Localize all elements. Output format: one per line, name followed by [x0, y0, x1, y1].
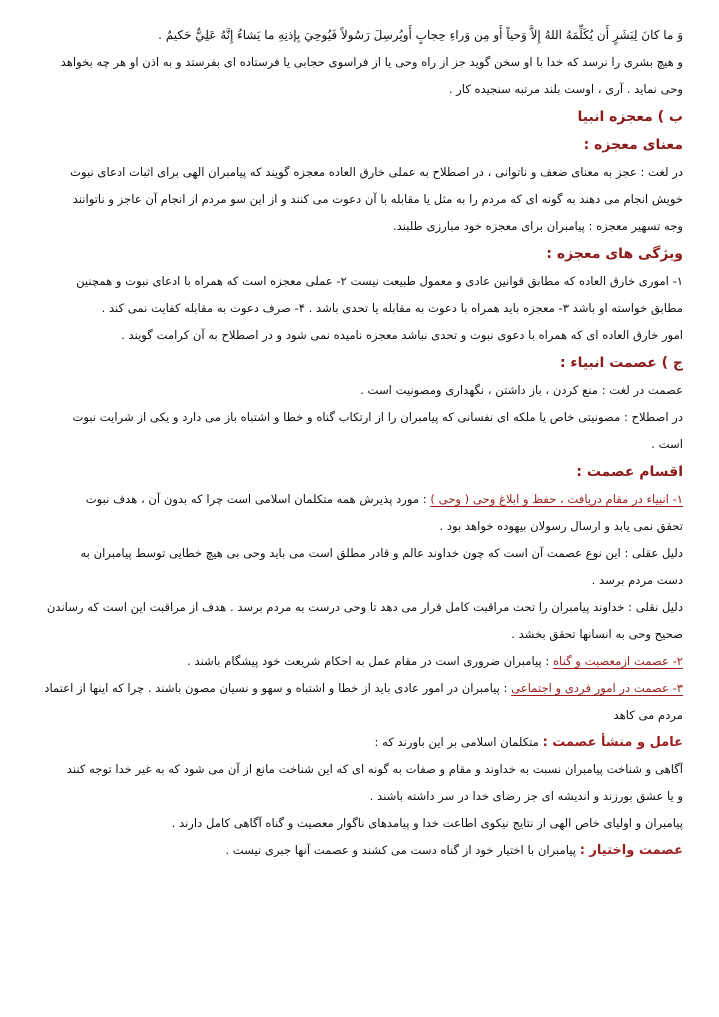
miracle-meaning-line-1: در لغت : عجز به معنای ضعف و ناتوانی ، در اصطلاح به عملی خارق العاده معجزه گویند که پیامبران الهی برای اثبات ادعای نبوت — [70, 165, 683, 179]
miracle-meaning-line-2: خویش انجام می دهند به گونه ای که مردم را به مثل یا مقابله با آن دعوت می کنند و از این سو مردم از انجام آن عاجز و ناتوانند — [72, 192, 683, 206]
ismat-line-3: است . — [651, 437, 683, 451]
ismat-choice-heading: عصمت واختیار : — [579, 843, 683, 858]
ismat-choice-line — [28, 837, 683, 864]
ismat-line-1: عصمت در لغت : منع کردن ، باز داشتن ، نگهداری ومصونیت است . — [360, 383, 683, 397]
narrative-proof-line-2: صحیح وحی به انسانها تحقق بخشد . — [511, 627, 683, 641]
narrative-proof-line-1: دلیل نقلی : خداوند پیامبران را تحت مراقبت کامل قرار می دهد تا وحی درست به مردم برسد . هدف از مراقبت این است که رساندن — [46, 600, 683, 614]
ismat-types-heading: اقسام عصمت : — [576, 464, 683, 480]
type-1-line-1 — [28, 486, 683, 513]
rational-proof-line-1: دلیل عقلی : این نوع عصمت آن است که چون خداوند عالم و قادر مطلق است می باید وحی بی هیچ خطایی توسط پیامبران به — [80, 546, 683, 560]
type-2-line — [28, 648, 683, 675]
miracle-features-line-1: ۱- اموری خارق العاده که مطابق قوانین عادی و معمول طبیعت نیست ۲- عملی معجزه است که همراه با ادعای نبوت و همچنین — [76, 274, 683, 288]
ismat-factor-intro: متکلمان اسلامی بر این باورند که : — [374, 735, 543, 749]
section-c-heading: ج ) عصمت انبیاء : — [559, 355, 683, 371]
ismat-factor-line-2: و یا عشق بورزند و اندیشه ای جز رضای خدا در سر داشته باشند . — [369, 789, 683, 803]
section-b-heading: ب ) معجزه انبیا — [577, 109, 683, 125]
type-1-label: ۱- انبیاء در مقام دریافت ، حفظ و ابلاغ وحی ( وحی ) — [430, 492, 683, 506]
type-3-label: ۳- عصمت در امور فردی و اجتماعی — [511, 681, 683, 695]
miracle-meaning-heading: معنای معجزه : — [583, 137, 683, 153]
type-2-text: : پیامبران ضروری است در مقام عمل به احکام شریعت خود پیشگام باشند . — [187, 654, 553, 668]
ismat-factor-line-3: پیامبران و اولیای خاص الهی از نتایج نیکوی اطاعت خدا و پیامدهای ناگوار معصیت و گناه آگاهی کامل دارند . — [171, 816, 683, 830]
miracle-features-line-3: امور خارق العاده ای که همراه با دعوی نبوت و تحدی نباشد معجزه نامیده نمی شود و در اصطلاح به آن کرامت گویند . — [121, 328, 683, 342]
quran-verse: وَ ما كانَ لِبَشَرٍ أَن يُكَلِّمَهُ اللهُ إِلاَّ وَحياً أَو مِن وَراءِ حِجابٍ أَويُرسِلَ رَسُولاً فَيُوحِيَ بِإذنِهِ ما يَشاءُ إِنَّهُ عَلِيٌّ حَكيمٌ . — [158, 28, 683, 42]
rational-proof-line-2: دست مردم برسد . — [591, 573, 683, 587]
type-3-text: : پیامبران در امور عادی باید از خطا و اشتباه و سهو و نسیان مصون باشند . چرا که اینها از اعتماد — [44, 681, 512, 695]
miracle-meaning-line-3: وجه تسهیر معجزه : پیامبران برای معجزه خود مبارزی طلبند. — [392, 219, 683, 233]
type-1-text: : مورد پذیرش همه متکلمان اسلامی است چرا که بدون آن ، هدف نبوت — [85, 492, 431, 506]
verse-translation-line-2: وحی نماید . آری ، اوست بلند مرتبه سنجیده کار . — [448, 82, 683, 96]
ismat-factor-line-1: آگاهی و شناخت پیامبران نسبت به خداوند و مقام و صفات به گونه ای که این شناخت مانع از آن می شود که به غیر خدا توجه کنند — [66, 762, 683, 776]
miracle-features-line-2: مطابق خواسته او باشد ۳- معجزه باید همراه با دعوت به مقابله یا تحدی باشد . ۴- صرف دعوت به مقابله کفایت نمی کند . — [101, 301, 683, 315]
ismat-factor-heading: عامل و منشأ عصمت : — [542, 735, 683, 750]
ismat-choice-text: پیامبران با اختیار خود از گناه دست می کشند و عصمت آنها جبری نیست . — [225, 843, 580, 857]
ismat-factor-line — [28, 729, 683, 756]
ismat-line-2: در اصطلاح : مصونیتی خاص یا ملکه ای نفسانی که پیامبران را از ارتکاب گناه و خطا و اشتباه باز می دارد و یکی از شرایت نبوت — [72, 410, 683, 424]
type-2-label: ۲- عصمت ازمعصیت و گناه — [552, 654, 683, 668]
type-1-line-2: تحقق نمی یابد و ارسال رسولان بیهوده خواهد بود . — [439, 519, 683, 533]
type-3-line-1 — [28, 675, 683, 702]
miracle-features-heading: ویژگی های معجزه : — [546, 246, 683, 262]
type-3-line-2: مردم می کاهد — [613, 708, 683, 722]
verse-translation-line-1: و هیچ بشری را نرسد که خدا با او سخن گوید جز از راه وحی یا از فراسوی حجابی یا فرستاده ای بفرستد و به اذن او هر چه بخواهد — [60, 55, 683, 69]
